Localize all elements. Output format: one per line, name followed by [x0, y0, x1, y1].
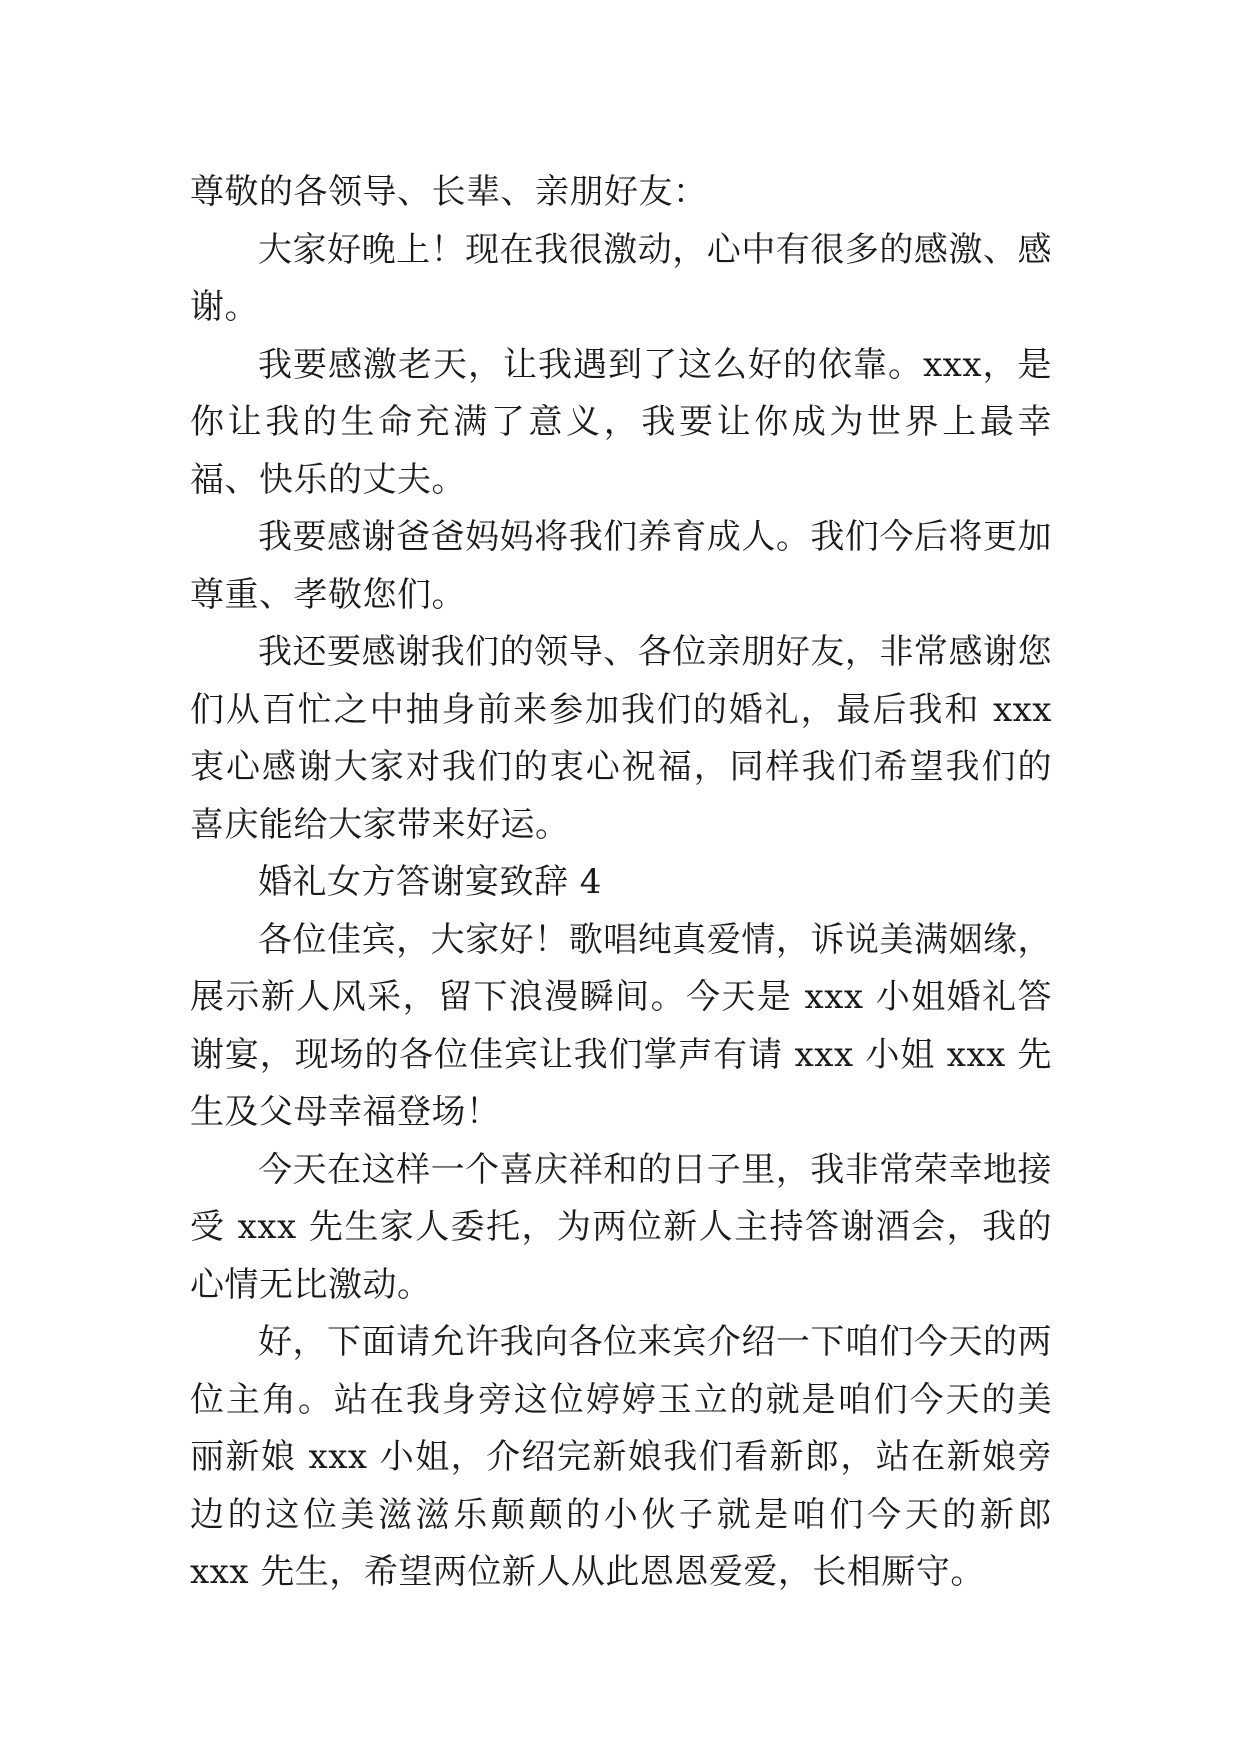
paragraph: 好，下面请允许我向各位来宾介绍一下咱们今天的两位主角。站在我身旁这位婷婷玉立的就是咱们今天的美丽新娘 xxx 小姐，介绍完新娘我们看新郎，站在新娘旁边的这位美滋滋乐颠颠的小伙子就是咱们今天的新郎 xxx 先生，希望两位新人从此恩恩爱爱，长相厮守。 — [190, 1322, 1052, 1592]
paragraph: 今天在这样一个喜庆祥和的日子里，我非常荣幸地接受 xxx 先生家人委托，为两位新人主持答谢酒会，我的心情无比激动。 — [190, 1149, 1052, 1305]
paragraph: 我要感激老天，让我遇到了这么好的依靠。xxx，是你让我的生命充满了意义，我要让你成为世界上最幸福、快乐的丈夫。 — [190, 344, 1052, 500]
paragraph: 大家好晚上！现在我很激动，心中有很多的感激、感谢。 — [190, 229, 1052, 327]
paragraph: 各位佳宾，大家好！歌唱纯真爱情，诉说美满姻缘，展示新人风采，留下浪漫瞬间。今天是 xxx 小姐婚礼答谢宴，现场的各位佳宾让我们掌声有请 xxx 小姐 xxx 先生及父母幸福登场！ — [190, 919, 1052, 1132]
paragraph: 我还要感谢我们的领导、各位亲朋好友，非常感谢您们从百忙之中抽身前来参加我们的婚礼，最后我和 xxx 衷心感谢大家对我们的衷心祝福，同样我们希望我们的喜庆能给大家带来好运。 — [190, 632, 1052, 845]
section-heading: 婚礼女方答谢宴致辞 4 — [258, 862, 602, 902]
salutation: 尊敬的各领导、长辈、亲朋好友： — [190, 172, 708, 212]
paragraph: 我要感谢爸爸妈妈将我们养育成人。我们今后将更加尊重、孝敬您们。 — [190, 517, 1052, 615]
document-body — [190, 164, 1052, 1602]
